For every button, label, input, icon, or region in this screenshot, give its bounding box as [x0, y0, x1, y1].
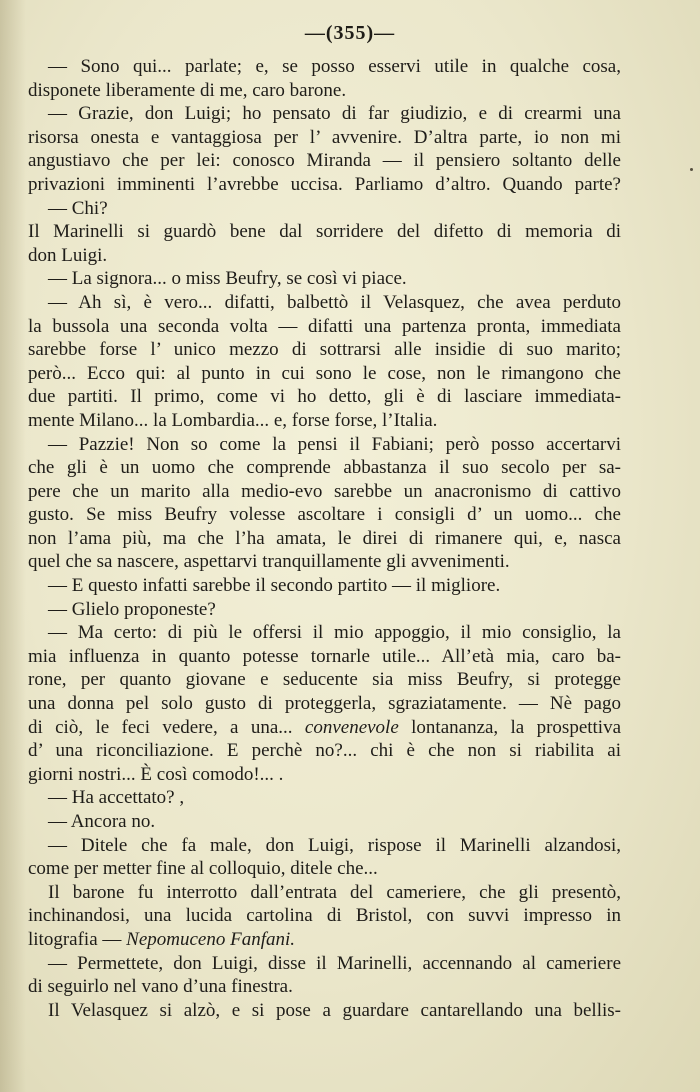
text-line: don Luigi. — [28, 244, 108, 266]
text-line: due partiti. Il primo, come vi ho detto, gli è di lasciare immediata- — [28, 386, 621, 408]
text-segment: lontananza, la prospettiva — [411, 716, 621, 738]
text-line: disponete liberamente di me, caro barone. — [28, 79, 347, 101]
italic-name: Nepomuceno Fanfani. — [126, 928, 295, 950]
text-line: — Ha accettato? , — [48, 787, 185, 809]
text-segment: di ciò, le feci vedere, a una... — [28, 716, 293, 738]
text-line: — La signora... o miss Beufry, se così vi piace. — [48, 268, 407, 290]
text-line: una donna pel solo gusto di proteggerla, sgraziatamente. — Nè pago — [28, 693, 621, 715]
text-line: d’ una riconciliazione. E perchè no?... chi è che non si riabilita ai — [28, 740, 621, 762]
page-number: —(355)— — [304, 22, 396, 44]
text-line: risorsa onesta e vantaggiosa per l’ avvenire. D’altra parte, io non mi — [28, 126, 621, 148]
text-line: inchinandosi, una lucida cartolina di Bristol, con suvvi impresso in — [28, 905, 621, 927]
text-line: — Pazzie! Non so come la pensi il Fabiani; però posso accertarvi — [48, 433, 621, 455]
text-line: — E questo infatti sarebbe il secondo partito — il migliore. — [48, 575, 501, 597]
text-line: di seguirlo nel vano d’una finestra. — [28, 976, 293, 998]
text-line — [28, 716, 621, 740]
text-segment: litografia — — [28, 928, 122, 950]
text-line: come per metter fine al colloquio, ditele che... — [28, 858, 378, 880]
text-line: — Ditele che fa male, don Luigi, rispose il Marinelli alzandosi, — [48, 834, 621, 856]
text-line: non l’ama più, ma che l’ha amata, le direi di rimanere qui, e, nasca — [28, 527, 621, 549]
text-line: — Grazie, don Luigi; ho pensato di far giudizio, e di crearmi una — [48, 103, 621, 125]
text-line: Il Marinelli si guardò bene dal sorridere del difetto di memoria di — [28, 221, 621, 243]
text-line: giorni nostri... È così comodo!... . — [28, 763, 284, 785]
text-line: pere che un marito alla medio-evo sarebbe un anacronismo di cattivo — [28, 480, 621, 502]
text-line: rone, per quanto giovane e seducente sia miss Beufry, si protegge — [28, 669, 621, 691]
text-line: privazioni imminenti l’avrebbe uccisa. Parliamo d’altro. Quando parte? — [28, 173, 621, 195]
text-line: sarebbe forse l’ unico mezzo di sottrarsi alle insidie di suo marito; — [28, 339, 621, 361]
text-line: — Glielo proponeste? — [48, 598, 216, 620]
text-line: — Chi? — [48, 197, 108, 219]
text-line — [28, 928, 621, 952]
text-line: Il barone fu interrotto dall’entrata del cameriere, che gli presentò, — [48, 881, 621, 903]
text-line: la bussola una seconda volta — difatti una partenza pronta, immediata — [28, 315, 621, 337]
text-line: mia influenza in quanto potesse tornarle utile... All’età mia, caro ba- — [28, 645, 621, 667]
italic-word: convenevole — [304, 716, 399, 738]
text-line: che gli è un uomo che comprende abbastanza il suo secolo per sa- — [28, 457, 621, 479]
text-line: — Ancora no. — [48, 811, 156, 832]
body-text — [28, 55, 621, 1022]
text-line: — Ma certo: di più le offersi il mio appoggio, il mio consiglio, la — [48, 622, 621, 644]
text-line: quel che sa nascere, aspettarvi tranquillamente gli avvenimenti. — [28, 551, 510, 573]
text-line: mente Milano... la Lombardia... e, forse forse, l’Italia. — [28, 409, 438, 431]
text-line: angustiavo che per lei: conosco Miranda — il pensiero soltanto delle — [28, 150, 621, 172]
text-line: — Ah sì, è vero... difatti, balbettò il Velasquez, che avea perduto — [48, 291, 621, 313]
text-line: Il Velasquez si alzò, e si pose a guardare cantarellando una bellis- — [48, 999, 621, 1021]
binding-shadow — [0, 0, 26, 1092]
text-line: — Permettete, don Luigi, disse il Marinelli, accennando al cameriere — [48, 952, 621, 974]
text-line: però... Ecco qui: al punto in cui sono le cose, non le rimangono che — [28, 362, 621, 384]
ink-speck — [690, 168, 693, 171]
text-line: gusto. Se miss Beufry volesse ascoltare i consigli d’ un uomo... che — [28, 504, 621, 526]
text-line: — Sono qui... parlate; e, se posso esservi utile in qualche cosa, — [48, 56, 621, 77]
